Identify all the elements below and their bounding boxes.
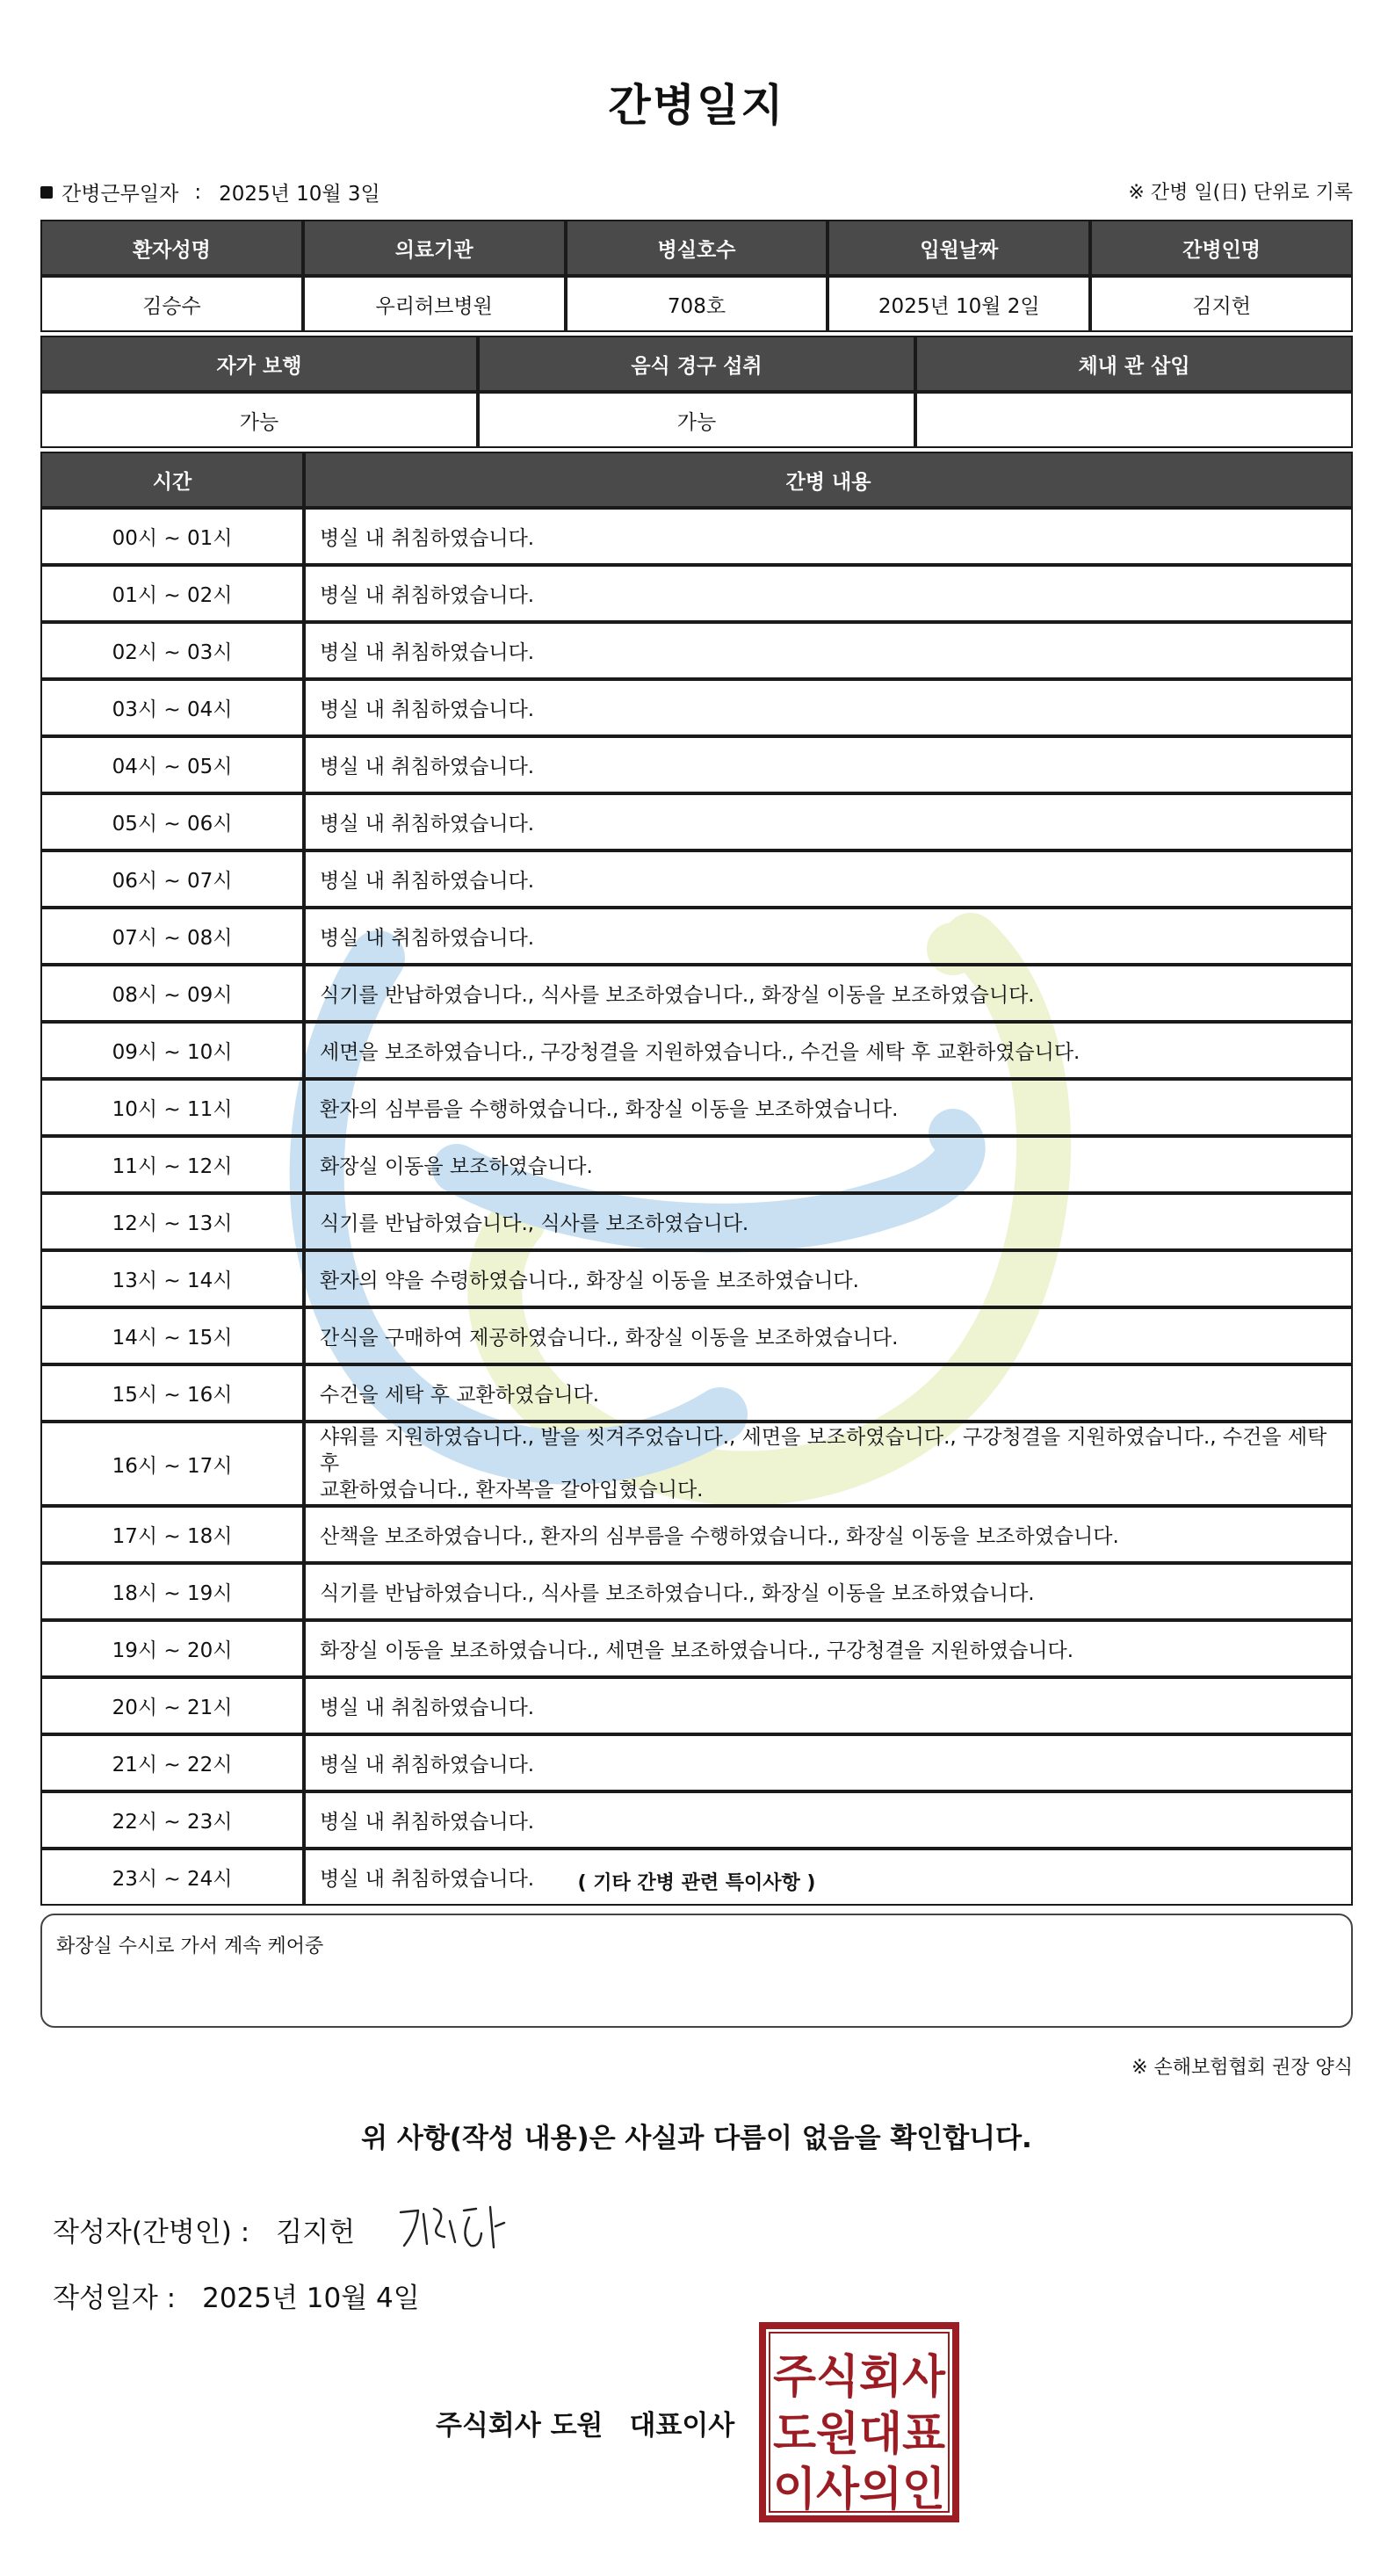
table-row bbox=[40, 908, 1353, 965]
company-name: 주식회사 도원 bbox=[436, 2410, 604, 2442]
time-cell: 13시 ~ 14시 bbox=[40, 1250, 304, 1307]
recommended-form-note: ※ 손해보험협회 권장 양식 bbox=[1131, 2057, 1353, 2079]
writer-name: 김지헌 bbox=[276, 2217, 356, 2248]
work-date-label: 간병근무일자 bbox=[61, 183, 179, 206]
time-cell: 02시 ~ 03시 bbox=[40, 622, 304, 679]
work-date-value: 2025년 10월 3일 bbox=[219, 183, 380, 206]
content-cell: 병실 내 취침하였습니다. bbox=[304, 908, 1353, 965]
table-row bbox=[40, 622, 1353, 679]
content-cell: 병실 내 취침하였습니다. bbox=[304, 793, 1353, 850]
writer-label: 작성자(간병인) : bbox=[53, 2217, 250, 2248]
patient-status-table bbox=[40, 336, 1353, 448]
time-cell: 18시 ~ 19시 bbox=[40, 1563, 304, 1620]
content-cell: 식기를 반납하였습니다., 식사를 보조하였습니다., 화장실 이동을 보조하였습니다. bbox=[304, 965, 1353, 1022]
tube-insertion-value bbox=[915, 392, 1353, 448]
company-line bbox=[436, 2403, 734, 2442]
content-cell: 병실 내 취침하였습니다. bbox=[304, 679, 1353, 736]
table-row bbox=[40, 1620, 1353, 1677]
content-cell: 산책을 보조하였습니다., 환자의 심부름을 수행하였습니다., 화장실 이동을 보조하였습니다. bbox=[304, 1506, 1353, 1563]
time-cell: 17시 ~ 18시 bbox=[40, 1506, 304, 1563]
caregiver-name: 김지헌 bbox=[1090, 276, 1353, 332]
work-date bbox=[40, 177, 380, 206]
writer-line bbox=[53, 2210, 355, 2249]
table-row bbox=[40, 679, 1353, 736]
content-cell: 환자의 약을 수령하였습니다., 화장실 이동을 보조하였습니다. bbox=[304, 1250, 1353, 1307]
time-cell: 06시 ~ 07시 bbox=[40, 850, 304, 908]
write-date-label: 작성일자 : bbox=[53, 2283, 177, 2314]
content-cell: 병실 내 취침하였습니다. bbox=[304, 1849, 1353, 1906]
time-cell: 07시 ~ 08시 bbox=[40, 908, 304, 965]
table-row bbox=[40, 1563, 1353, 1620]
header-room: 병실호수 bbox=[566, 220, 828, 276]
content-cell: 병실 내 취침하였습니다. bbox=[304, 850, 1353, 908]
table-row bbox=[40, 1506, 1353, 1563]
svg-text:주식회사: 주식회사 bbox=[773, 2351, 946, 2404]
time-cell: 10시 ~ 11시 bbox=[40, 1079, 304, 1136]
write-date-value: 2025년 10월 4일 bbox=[202, 2283, 420, 2314]
table-row bbox=[40, 1193, 1353, 1250]
table-row bbox=[40, 1250, 1353, 1307]
room-number: 708호 bbox=[566, 276, 828, 332]
table-row bbox=[40, 392, 1353, 448]
content-line-2: 교환하였습니다., 환자복을 갈아입혔습니다. bbox=[320, 1479, 704, 1501]
time-cell: 19시 ~ 20시 bbox=[40, 1620, 304, 1677]
header-caregiver-name: 간병인명 bbox=[1090, 220, 1353, 276]
work-date-colon: : bbox=[194, 180, 202, 204]
content-cell: 병실 내 취침하였습니다. bbox=[304, 1791, 1353, 1849]
walking-value: 가능 bbox=[40, 392, 478, 448]
time-cell: 11시 ~ 12시 bbox=[40, 1136, 304, 1193]
content-cell: 병실 내 취침하였습니다. bbox=[304, 622, 1353, 679]
special-notes-title: ( 기타 간병 관련 특이사항 ) bbox=[577, 1872, 816, 1894]
time-cell: 03시 ~ 04시 bbox=[40, 679, 304, 736]
table-row bbox=[40, 736, 1353, 793]
page-title: 간병일지 bbox=[608, 80, 785, 131]
header-care-content: 간병 내용 bbox=[304, 452, 1353, 508]
table-row bbox=[40, 276, 1353, 332]
time-cell: 08시 ~ 09시 bbox=[40, 965, 304, 1022]
table-row bbox=[40, 965, 1353, 1022]
svg-text:이사의인: 이사의인 bbox=[773, 2464, 945, 2516]
handwritten-signature bbox=[392, 2195, 524, 2256]
write-date-line bbox=[53, 2276, 420, 2315]
patient-name: 김승수 bbox=[40, 276, 303, 332]
daily-record-note: ※ 간병 일(日) 단위로 기록 bbox=[1128, 182, 1353, 204]
header-hospital: 의료기관 bbox=[303, 220, 566, 276]
patient-info-table bbox=[40, 220, 1353, 332]
header-patient-name: 환자성명 bbox=[40, 220, 303, 276]
content-cell: 간식을 구매하여 제공하였습니다., 화장실 이동을 보조하였습니다. bbox=[304, 1307, 1353, 1364]
table-row bbox=[40, 508, 1353, 565]
content-cell: 수건을 세탁 후 교환하였습니다. bbox=[304, 1364, 1353, 1422]
content-line-1: 샤워를 지원하였습니다., 발을 씻겨주었습니다., 세면을 보조하였습니다., 구강청결을 지원하였습니다., 수건을 세탁 후 bbox=[320, 1426, 1327, 1475]
header-tube-insertion: 체내 관 삽입 bbox=[915, 336, 1353, 392]
table-row bbox=[40, 1734, 1353, 1791]
table-row bbox=[40, 565, 1353, 622]
content-cell: 식기를 반납하였습니다., 식사를 보조하였습니다., 화장실 이동을 보조하였습니다. bbox=[304, 1563, 1353, 1620]
content-cell: 병실 내 취침하였습니다. bbox=[304, 508, 1353, 565]
time-cell: 00시 ~ 01시 bbox=[40, 508, 304, 565]
content-cell: 병실 내 취침하였습니다. bbox=[304, 1734, 1353, 1791]
header-oral-intake: 음식 경구 섭취 bbox=[478, 336, 915, 392]
table-header-row bbox=[40, 220, 1353, 276]
content-cell: 화장실 이동을 보조하였습니다., 세면을 보조하였습니다., 구강청결을 지원하였습니다. bbox=[304, 1620, 1353, 1677]
content-cell: 식기를 반납하였습니다., 식사를 보조하였습니다. bbox=[304, 1193, 1353, 1250]
table-row bbox=[40, 850, 1353, 908]
header-time: 시간 bbox=[40, 452, 304, 508]
time-cell: 01시 ~ 02시 bbox=[40, 565, 304, 622]
table-row bbox=[40, 1791, 1353, 1849]
time-cell: 21시 ~ 22시 bbox=[40, 1734, 304, 1791]
hospital-name: 우리허브병원 bbox=[303, 276, 566, 332]
content-cell: 세면을 보조하였습니다., 구강청결을 지원하였습니다., 수건을 세탁 후 교환하였습니다. bbox=[304, 1022, 1353, 1079]
table-header-row bbox=[40, 452, 1353, 508]
time-cell: 16시 ~ 17시 bbox=[40, 1422, 304, 1506]
care-log-table bbox=[40, 452, 1353, 1906]
content-cell: 병실 내 취침하였습니다. bbox=[304, 736, 1353, 793]
meta-row bbox=[40, 172, 1353, 207]
confirmation-statement: 위 사항(작성 내용)은 사실과 다름이 없음을 확인합니다. bbox=[361, 2123, 1032, 2154]
content-cell: 환자의 심부름을 수행하였습니다., 화장실 이동을 보조하였습니다. bbox=[304, 1079, 1353, 1136]
content-cell: 병실 내 취침하였습니다. bbox=[304, 1677, 1353, 1734]
table-row bbox=[40, 1677, 1353, 1734]
table-row bbox=[40, 1422, 1353, 1506]
time-cell: 12시 ~ 13시 bbox=[40, 1193, 304, 1250]
special-notes-box: 화장실 수시로 가서 계속 케어중 bbox=[40, 1914, 1353, 2028]
table-row bbox=[40, 1136, 1353, 1193]
table-row bbox=[40, 1364, 1353, 1422]
oral-intake-value: 가능 bbox=[478, 392, 915, 448]
table-row bbox=[40, 1079, 1353, 1136]
time-cell: 23시 ~ 24시 bbox=[40, 1849, 304, 1906]
content-cell: 병실 내 취침하였습니다. bbox=[304, 565, 1353, 622]
company-seal-icon bbox=[759, 2322, 959, 2522]
header-admission-date: 입원날짜 bbox=[828, 220, 1090, 276]
time-cell: 15시 ~ 16시 bbox=[40, 1364, 304, 1422]
time-cell: 22시 ~ 23시 bbox=[40, 1791, 304, 1849]
svg-text:도원대표: 도원대표 bbox=[773, 2408, 945, 2461]
table-row bbox=[40, 1307, 1353, 1364]
square-bullet-icon bbox=[40, 186, 53, 199]
content-cell bbox=[304, 1422, 1353, 1506]
admission-date: 2025년 10월 2일 bbox=[828, 276, 1090, 332]
header-walking: 자가 보행 bbox=[40, 336, 478, 392]
representative-title: 대표이사 bbox=[629, 2410, 735, 2442]
table-header-row bbox=[40, 336, 1353, 392]
content-cell: 화장실 이동을 보조하였습니다. bbox=[304, 1136, 1353, 1193]
table-row bbox=[40, 1022, 1353, 1079]
time-cell: 20시 ~ 21시 bbox=[40, 1677, 304, 1734]
table-row bbox=[40, 793, 1353, 850]
time-cell: 04시 ~ 05시 bbox=[40, 736, 304, 793]
time-cell: 09시 ~ 10시 bbox=[40, 1022, 304, 1079]
time-cell: 05시 ~ 06시 bbox=[40, 793, 304, 850]
time-cell: 14시 ~ 15시 bbox=[40, 1307, 304, 1364]
